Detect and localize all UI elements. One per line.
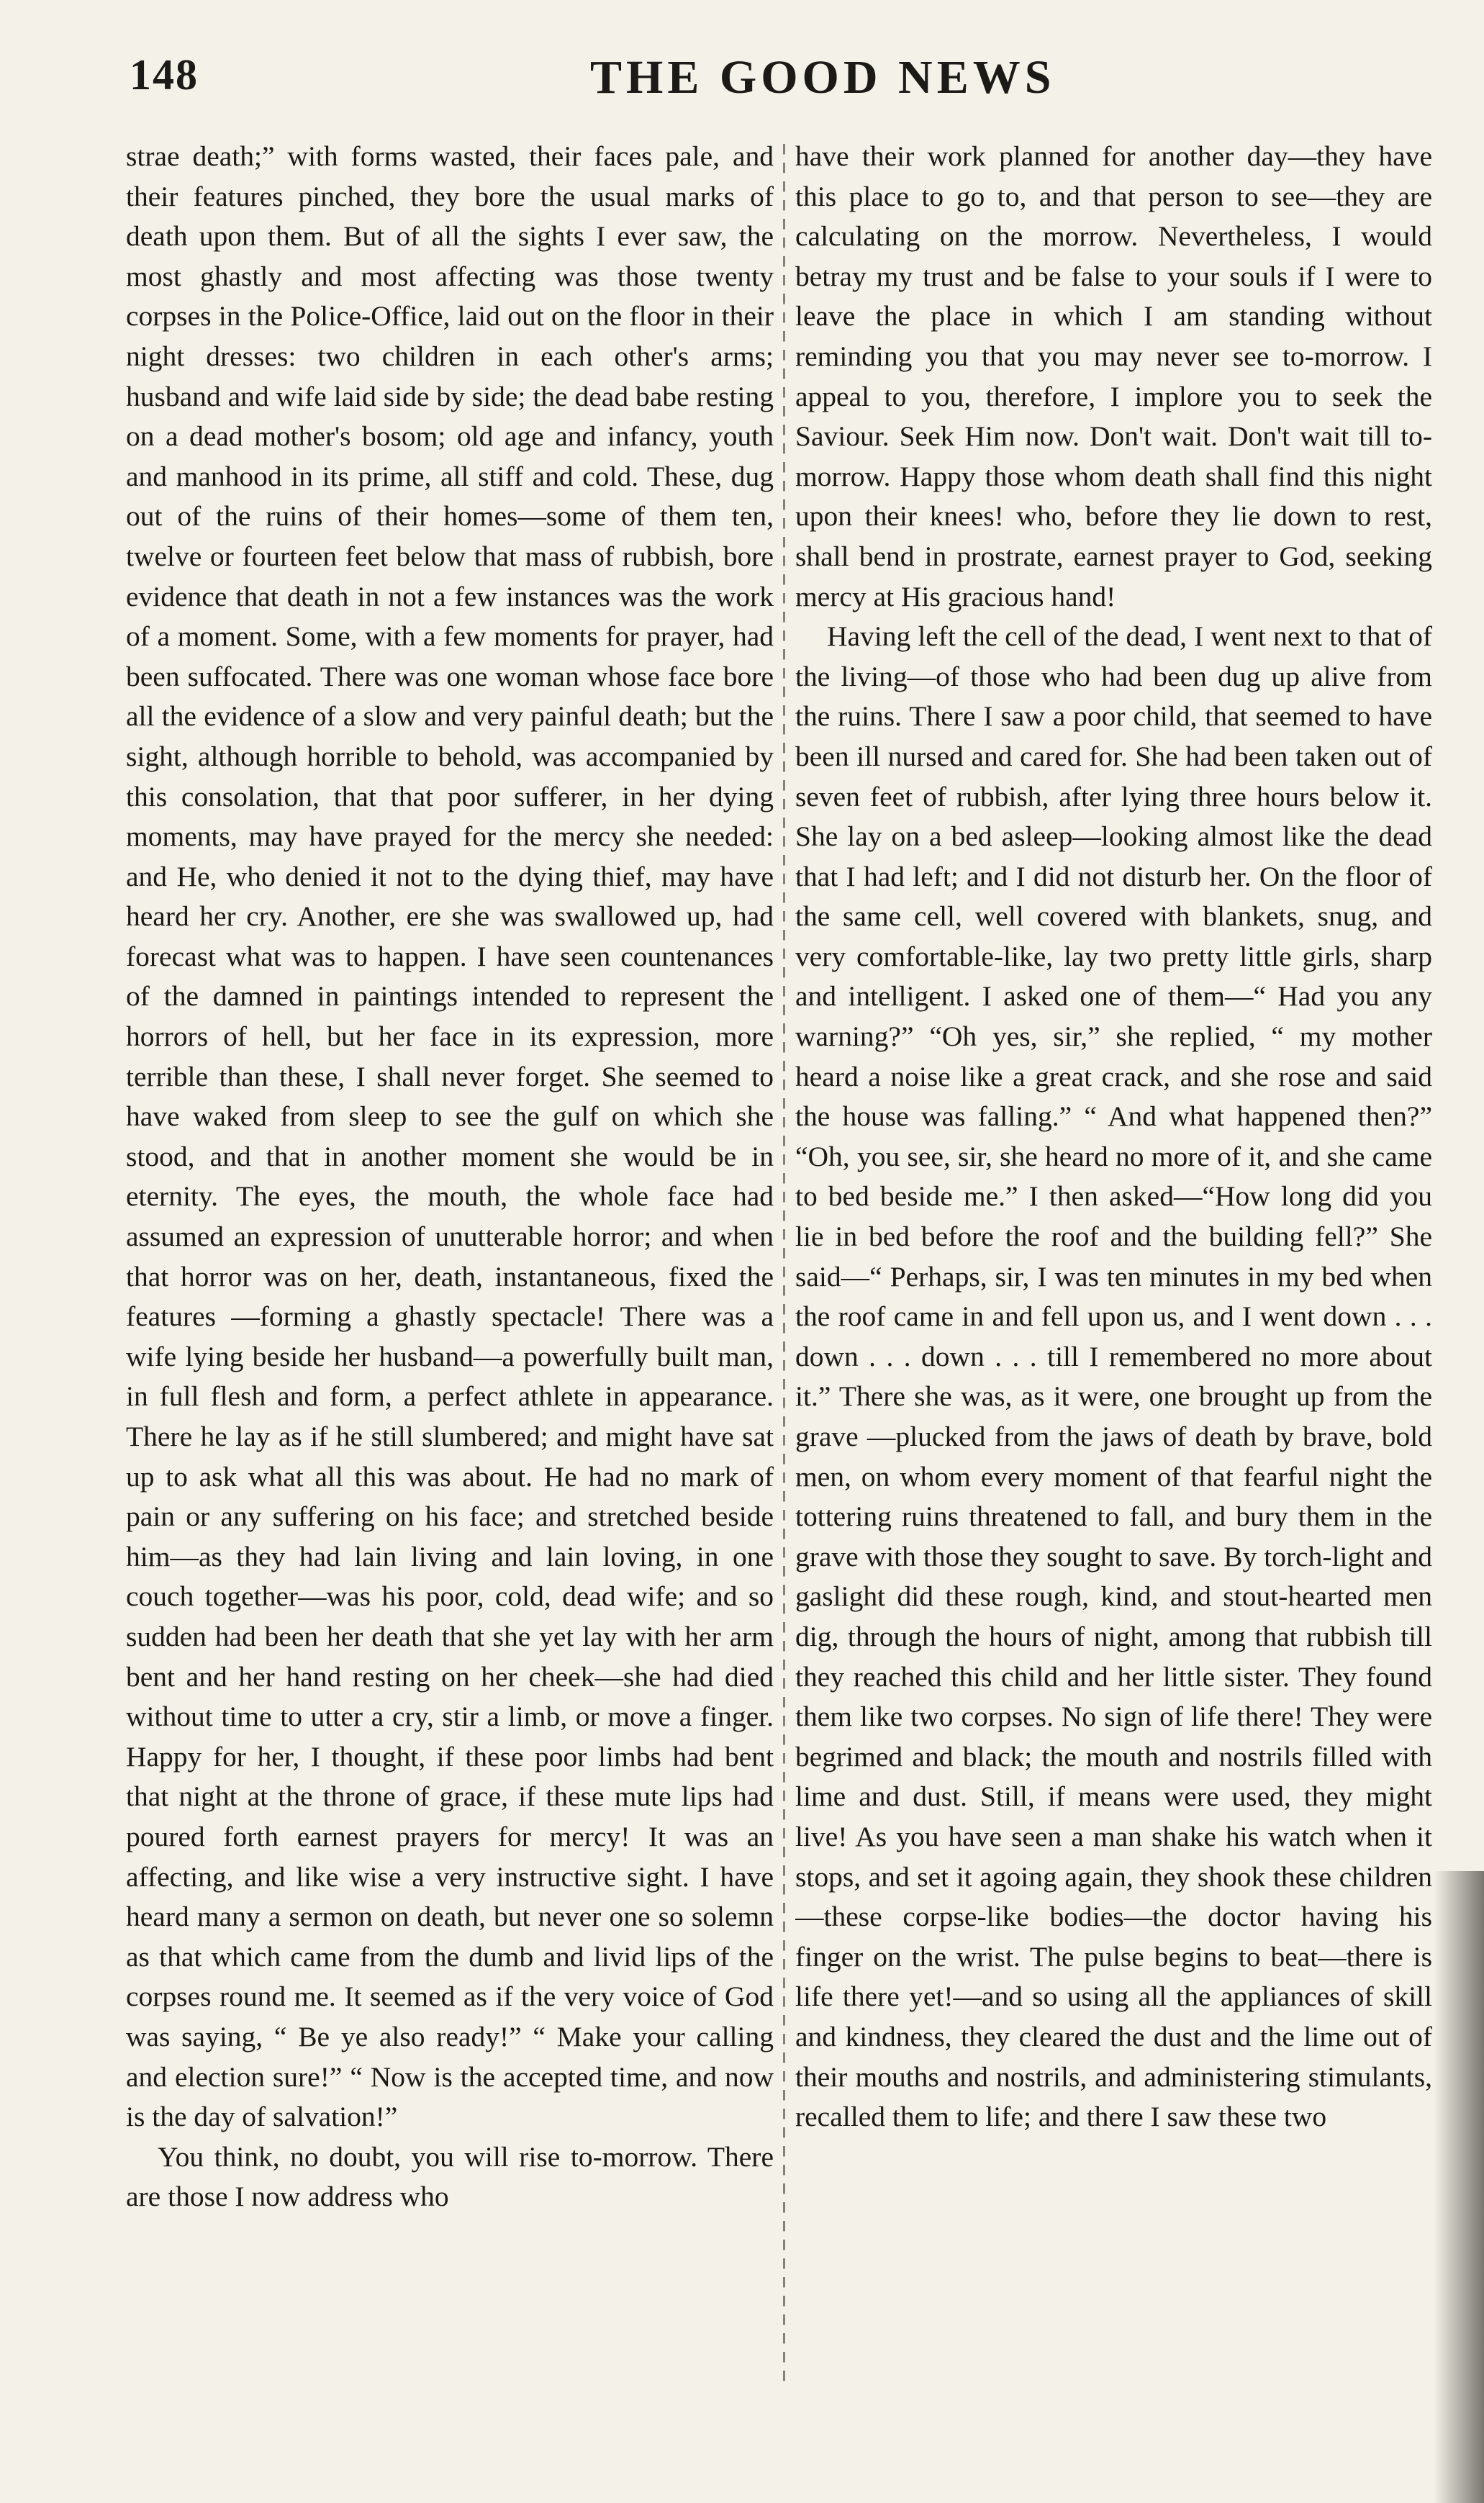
left-paragraph-2: You think, no doubt, you will rise to-morrow. There are those I now address who <box>126 2140 774 2213</box>
right-column <box>795 137 1432 2425</box>
page-number: 148 <box>130 51 199 99</box>
page-header <box>130 43 1441 122</box>
right-paragraph-1: have their work planned for another day—they have this place to go to, and that person to see—they are calculating on the morrow. Nevertheless, I would betray my trust and be false to your souls if I were to leave the place in which I am standing without reminding you that you may never see to-morrow. I appeal to you, therefore, I implore you to seek the Saviour. Seek Him now. Don't wait. Don't wait till to-morrow. Happy those whom death shall find this night upon their knees! who, before they lie down to rest, shall bend in prostrate, earnest prayer to God, seeking mercy at His gracious hand! <box>795 140 1432 612</box>
running-title: THE GOOD NEWS <box>590 51 1056 104</box>
column-divider <box>783 144 785 2389</box>
left-paragraph-1: strae death;” with forms wasted, their faces pale, and their features pinched, they bore the usual marks of death upon them. But of all the sights I ever saw, the most ghastly and most affecting was those twenty corpses in the Police-Office, laid out on the floor in their night dresses: two children in each other's arms; husband and wife laid side by side; the dead babe resting on a dead mother's bosom; old age and infancy, youth and manhood in its prime, all stiff and cold. These, dug out of the ruins of their homes—some of them ten, twelve or fourteen feet below that mass of rubbish, bore evidence that death in not a few instances was the work of a moment. Some, with a few moments for prayer, had been suffocated. There was one woman whose face bore all the evidence of a slow and very painful death; but the sight, although horrible to behold, was accompanied by this consolation, that that poor sufferer, in her dying moments, may have prayed for the mercy she needed: and He, who denied it not to the dying thief, may have heard her cry. Another, ere she was swallowed up, had forecast what was to happen. I have seen countenances of the damned in paintings intended to represent the horrors of hell, but her face in its expression, more terrible than these, I shall never forget. She seemed to have waked from sleep to see the gulf on which she stood, and that in another moment she would be in eternity. The eyes, the mouth, the whole face had assumed an expression of unutterable horror; and when that horror was on her, death, instantaneous, fixed the features —forming a ghastly spectacle! There was a wife lying beside her husband—a powerfully built man, in full flesh and form, a perfect athlete in appearance. There he lay as if he still slumbered; and might have sat up to ask what all this was about. He had no mark of pain or any suffering on his face; and stretched beside him—as they had lain living and lain loving, in one couch together—was his poor, cold, dead wife; and so sudden had been her death that she yet lay with her arm bent and her hand resting on her cheek—she had died without time to utter a cry, stir a limb, or move a finger. Happy for her, I thought, if these poor limbs had bent that night at the throne of grace, if these mute lips had poured forth earnest prayers for mercy! It was an affecting, and like wise a very instructive sight. I have heard many a sermon on death, but never one so solemn as that which came from the dumb and livid lips of the corpses round me. It seemed as if the very voice of God was saying, “ Be ye also ready!” “ Make your calling and election sure!” “ Now is the accepted time, and now is the day of salvation!” <box>126 140 774 2133</box>
right-paragraph-2: Having left the cell of the dead, I went next to that of the living—of those who had been dug up alive from the ruins. There I saw a poor child, that seemed to have been ill nursed and cared for. She had been taken out of seven feet of rubbish, after lying three hours below it. She lay on a bed asleep—looking almost like the dead that I had left; and I did not disturb her. On the floor of the same cell, well covered with blankets, snug, and very comfortable-like, lay two pretty little girls, sharp and intelligent. I asked one of them—“ Had you any warning?” “Oh yes, sir,” she replied, “ my mother heard a noise like a great crack, and she rose and said the house was falling.” “ And what happened then?” “Oh, you see, sir, she heard no more of it, and she came to bed beside me.” I then asked—“How long did you lie in bed before the roof and the building fell?” She said—“ Perhaps, sir, I was ten minutes in my bed when the roof came in and fell upon us, and I went down . . . down . . . down . . . till I remembered no more about it.” There she was, as it were, one brought up from the grave —plucked from the jaws of death by brave, bold men, on whom every moment of that fearful night the tottering ruins threatened to fall, and bury them in the grave with those they sought to save. By torch-light and gaslight did these rough, kind, and stout-hearted men dig, through the hours of night, among that rubbish till they reached this child and her little sister. They found them like two corpses. No sign of life there! They were begrimed and black; the mouth and nostrils filled with lime and dust. Still, if means were used, they might live! As you have seen a man shake his watch when it stops, and set it agoing again, they shook these children—these corpse-like bodies—the doctor having his finger on the wrist. The pulse begins to beat—there is life there yet!—and so using all the appliances of skill and kindness, they cleared the dust and the lime out of their mouths and nostrils, and administering stimulants, recalled them to life; and there I saw these two <box>795 620 1432 2133</box>
page-edge-shadow <box>1434 1871 1484 2503</box>
left-column <box>126 137 774 2425</box>
